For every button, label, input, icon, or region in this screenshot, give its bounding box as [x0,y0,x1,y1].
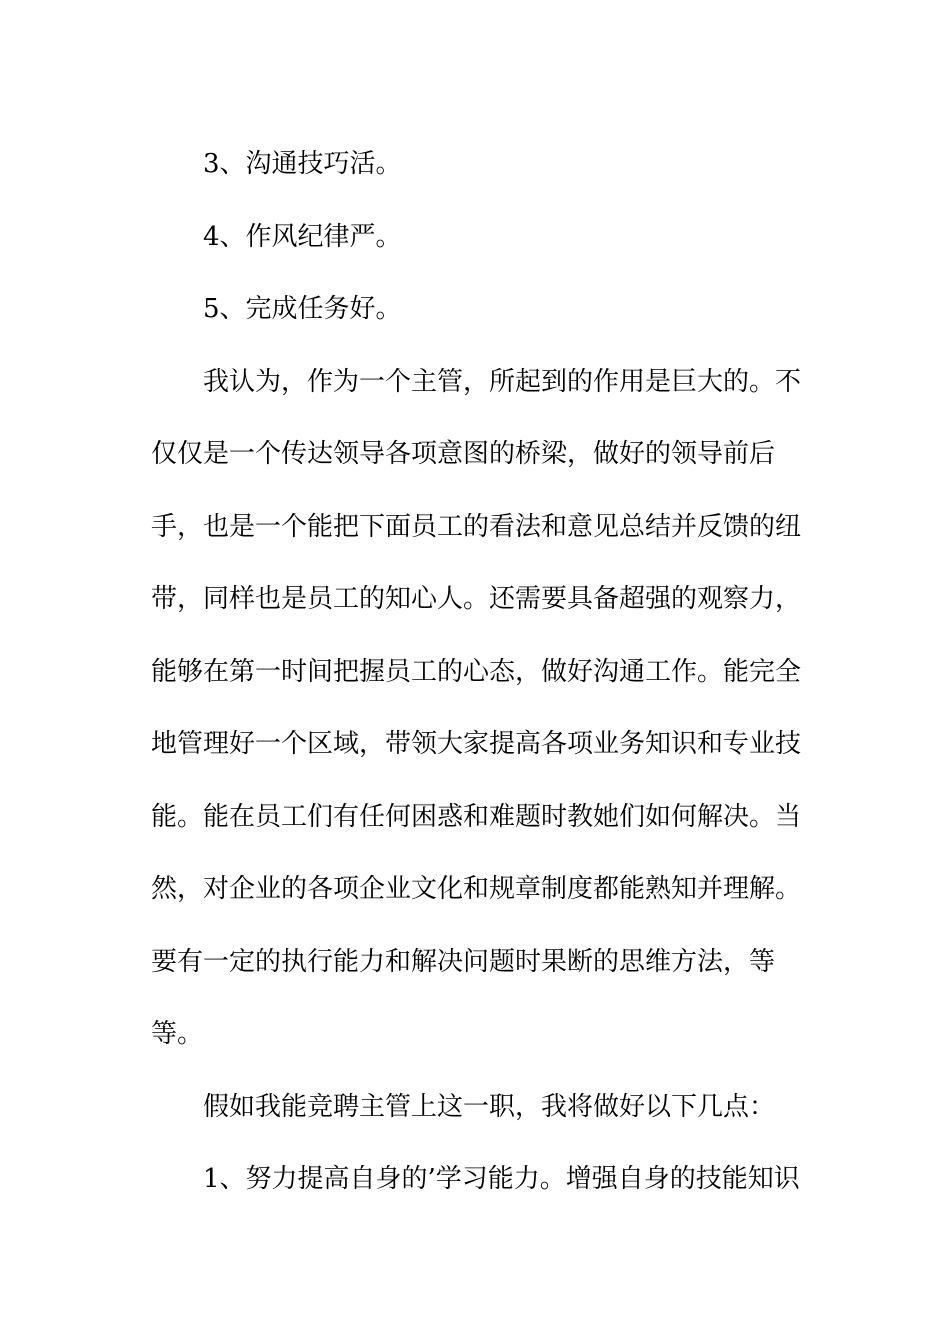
paragraph-line: 等。 [151,1019,204,1049]
paragraph-line: 能。能在员工们有任何困惑和难题时教她们如何解决。当 [151,801,802,832]
list-item-3: 3、沟通技巧活。 [203,149,402,179]
paragraph-line: 仅仅是一个传达领导各项意图的桥梁，做好的领导前后 [151,439,776,469]
paragraph-line: 要有一定的执行能力和解决问题时果断的思维方法，等 [151,946,776,977]
list-item-5: 5、完成任务好。 [203,294,402,324]
paragraph-line: 能够在第一时间把握员工的心态，做好沟通工作。能完全 [151,656,802,687]
paragraph-line: 然，对企业的各项企业文化和规章制度都能熟知并理解。 [151,874,802,904]
list-item-4: 4、作风纪律严。 [203,221,402,252]
paragraph-line: 我认为，作为一个主管，所起到的作用是巨大的。不 [203,366,802,397]
paragraph-line: 带，同样也是员工的知心人。还需要具备超强的观察力， [151,584,802,614]
paragraph-line: 地管理好一个区域，带领大家提高各项业务知识和专业技 [151,729,802,759]
document-body [151,128,802,1216]
intro-line: 假如我能竞聘主管上这一职，我将做好以下几点： [203,1091,776,1122]
paragraph-line: 手，也是一个能把下面员工的看法和意见总结并反馈的纽 [151,511,802,542]
list-item-1: 1、努力提高自身的’学习能力。增强自身的技能知识 [203,1164,800,1194]
